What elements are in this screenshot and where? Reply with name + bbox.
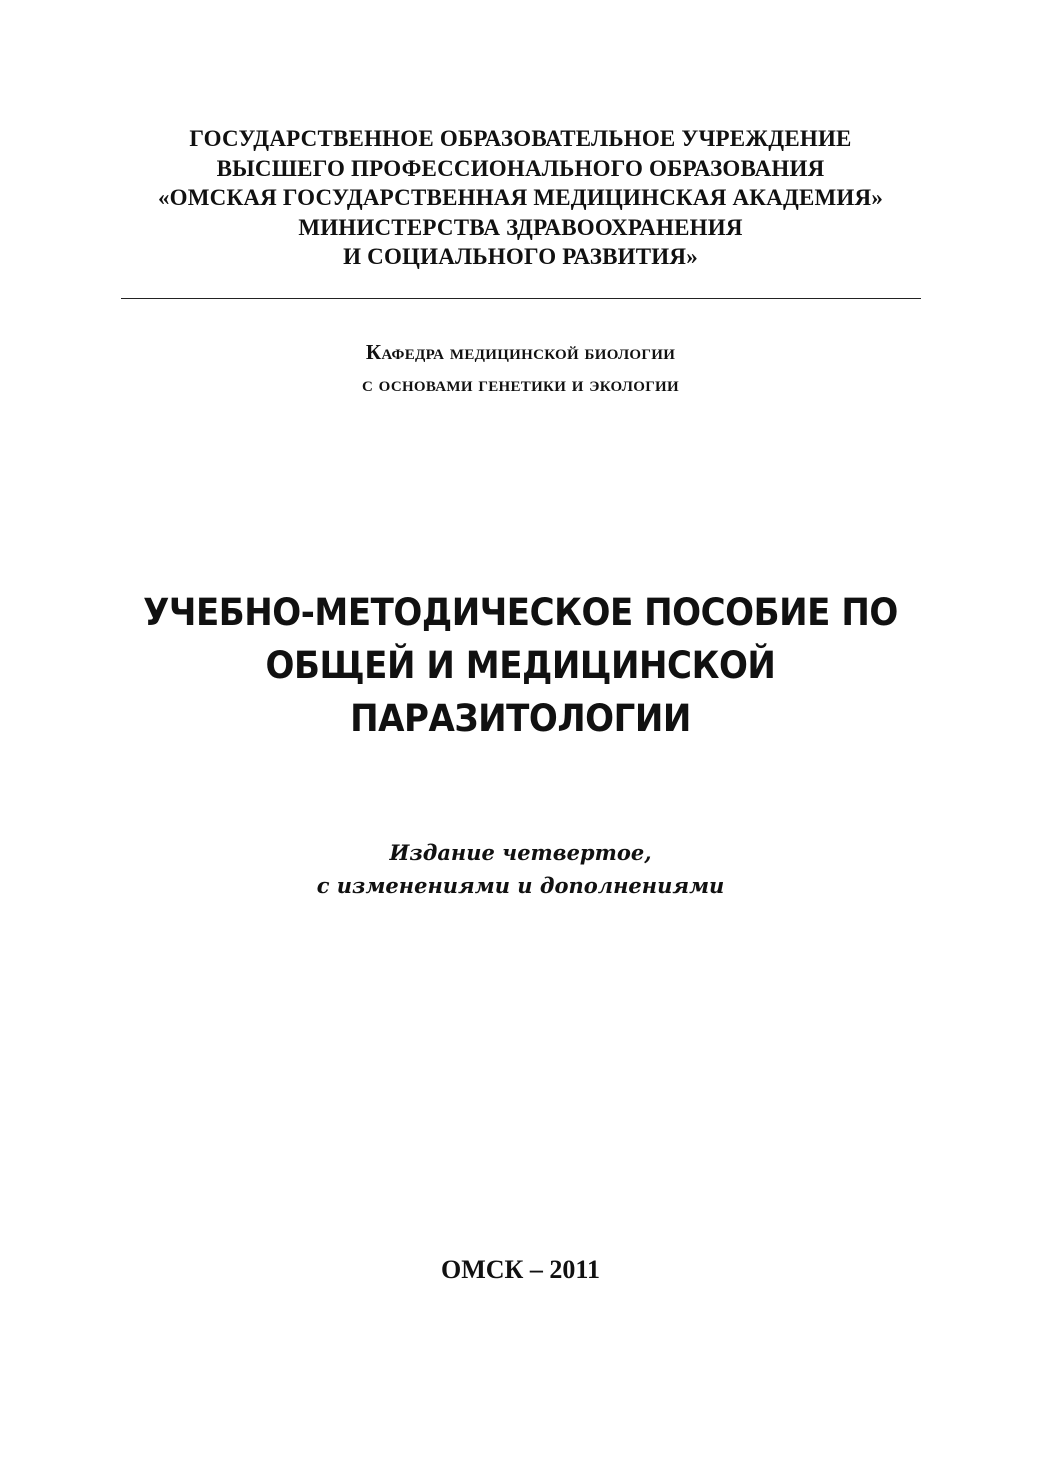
institution-line: ВЫСШЕГО ПРОФЕССИОНАЛЬНОГО ОБРАЗОВАНИЯ xyxy=(216,155,825,181)
department-name xyxy=(0,336,1041,400)
document-title xyxy=(42,586,1000,745)
title-line: УЧЕБНО-МЕТОДИЧЕСКОЕ ПОСОБИЕ ПО xyxy=(143,591,898,634)
title-line: ПАРАЗИТОЛОГИИ xyxy=(350,697,691,740)
city-year-footer xyxy=(0,1254,1041,1286)
department-line: Кафедра медицинской биологии xyxy=(365,340,676,364)
institution-line: «ОМСКАЯ ГОСУДАРСТВЕННАЯ МЕДИЦИНСКАЯ АКАДЕМИЯ» xyxy=(157,185,884,210)
title-line: ОБЩЕЙ И МЕДИЦИНСКОЙ xyxy=(265,644,776,687)
edition-line: с изменениями и дополнениями xyxy=(316,873,725,898)
institution-line: ГОСУДАРСТВЕННОЕ ОБРАЗОВАТЕЛЬНОЕ УЧРЕЖДЕНИЕ xyxy=(189,126,852,151)
edition-line: Издание четвертое, xyxy=(389,840,652,865)
edition-note xyxy=(0,836,1041,902)
institution-line: МИНИСТЕРСТВА ЗДРАВООХРАНЕНИЯ xyxy=(298,214,743,240)
institution-line: И СОЦИАЛЬНОГО РАЗВИТИЯ» xyxy=(343,244,698,269)
institution-header xyxy=(0,124,1041,272)
header-divider xyxy=(121,298,921,299)
department-line: с основами генетики и экологии xyxy=(362,372,679,396)
city-year: ОМСК – 2011 xyxy=(441,1255,600,1284)
